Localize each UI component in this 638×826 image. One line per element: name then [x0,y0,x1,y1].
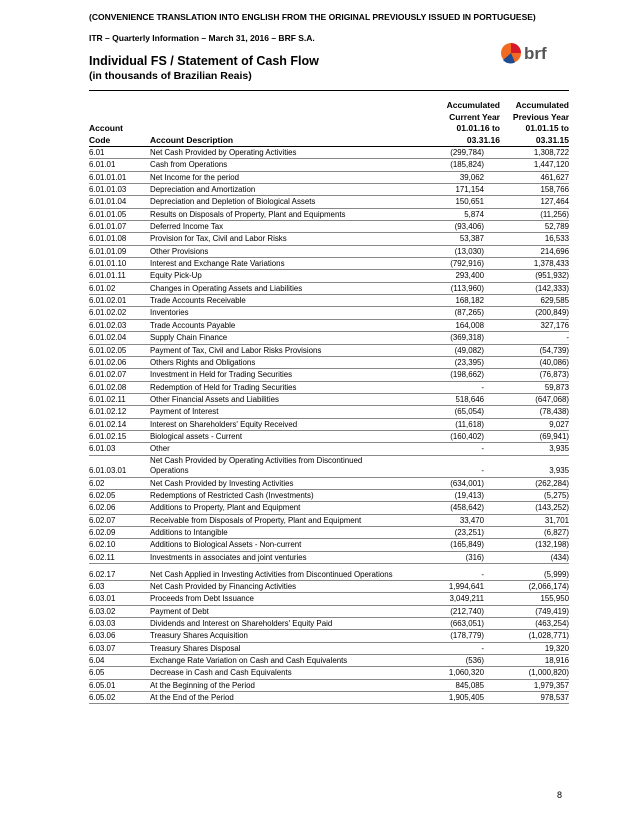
previous-year-value: 214,696 [540,246,569,256]
previous-year-value: 158,766 [540,185,569,195]
previous-year-header-line1: Accumulated [515,100,569,110]
current-year-value: (792,916) [450,259,484,269]
previous-year-header-line4: 03.31.15 [535,134,569,145]
account-code: 6.01.03.01 [89,466,127,476]
account-code: 6.03.03 [89,619,116,629]
account-code: 6.03.02 [89,606,116,616]
account-code: 6.02.17 [89,569,116,579]
current-year-value: (87,265) [454,308,484,318]
account-code: 6.01.01.03 [89,185,127,195]
table-row [89,270,569,282]
table-row [89,581,569,593]
previous-year-value: (262,284) [535,478,569,488]
table-row [89,246,569,258]
current-year-value: - [481,444,484,454]
account-description: Equity Pick-Up [150,271,202,281]
table-row [89,618,569,630]
account-code: 6.01.01.01 [89,172,127,182]
current-year-value: 293,400 [455,271,484,281]
previous-year-value: 31,701 [544,515,569,525]
table-row [89,630,569,642]
brf-logo [500,36,552,72]
current-year-value: - [481,569,484,579]
previous-year-value: - [566,333,569,343]
previous-year-value: (647,068) [535,394,569,404]
previous-year-value: (11,256) [540,209,569,219]
current-year-value: 845,085 [455,680,484,690]
table-row [89,419,569,431]
table-row [89,196,569,208]
account-description: Other Financial Assets and Liabilities [150,394,279,404]
current-year-value: (458,642) [450,503,484,513]
table-row [89,593,569,605]
table-row [89,221,569,233]
table-row [89,655,569,667]
table-row [89,209,569,221]
account-description: Redemptions of Restricted Cash (Investments) [150,490,314,500]
current-year-value: (178,779) [450,631,484,641]
brf-logo-mark-red [511,43,521,53]
account-code: 6.05.02 [89,693,116,703]
current-year-value: (160,402) [450,431,484,441]
account-code: 6.01.02.02 [89,308,127,318]
previous-year-value: (2,066,174) [528,582,569,591]
current-year-header-line2: Current Year [449,111,500,122]
account-code: 6.05 [89,668,105,678]
account-description: Depreciation and Depletion of Biological Assets [150,197,316,207]
table-row [89,406,569,418]
account-code: 6.01.01.04 [89,197,127,207]
current-year-value: 39,062 [459,172,484,182]
previous-year-value: 1,308,722 [533,148,569,157]
previous-year-value: 59,873 [544,382,569,392]
account-code: 6.01.02.12 [89,407,127,417]
account-code: 6.01.01.11 [89,271,126,281]
current-year-value: (93,406) [454,222,484,232]
column-header-account-line1: Account [89,123,123,133]
account-code: 6.01.02.08 [89,382,127,392]
account-code: 6.02 [89,478,105,488]
previous-year-value: (5,275) [543,490,569,500]
account-code: 6.01.02.07 [89,370,127,380]
account-description: Net Cash Provided by Investing Activities [150,478,294,488]
current-year-value: 150,651 [455,197,484,207]
table-row [89,502,569,514]
account-code: 6.01.02.11 [89,394,126,404]
account-description: At the End of the Period [150,693,234,703]
current-year-value: 53,387 [459,234,484,244]
account-description: Interest on Shareholders' Equity Received [150,419,298,429]
previous-year-value: (749,419) [535,606,569,616]
table-row [89,680,569,692]
convenience-translation-note: (CONVENIENCE TRANSLATION INTO ENGLISH FROM THE ORIGINAL PREVIOUSLY ISSUED IN PORTUGUESE) [89,12,536,22]
previous-year-value: (434) [550,552,569,562]
account-code: 6.01.02.03 [89,320,127,330]
brf-logo-wordmark: brf [524,44,547,63]
page-subtitle: (in thousands of Brazilian Reais) [89,70,252,82]
current-year-value: 1,905,405 [448,693,484,703]
account-code: 6.01.01.10 [89,259,127,269]
account-description: Net Cash Provided by Operating Activities [150,148,297,157]
column-header-account-code [89,123,123,146]
table-row [89,490,569,502]
previous-year-value: 1,447,120 [533,160,569,170]
previous-year-value: (951,932) [535,271,569,281]
table-row [89,258,569,270]
account-code: 6.03 [89,582,105,591]
account-description: Provision for Tax, Civil and Labor Risks [150,234,287,244]
account-code: 6.04 [89,656,105,666]
previous-year-value: 1,378,433 [533,259,569,269]
account-description: Others Rights and Obligations [150,357,256,367]
current-year-value: 164,008 [455,320,484,330]
account-description: Cash from Operations [150,160,228,170]
table-row [89,431,569,443]
account-description: Net Cash Provided by Financing Activities [150,582,297,591]
table-row [89,443,569,455]
current-year-value: (185,824) [450,160,484,170]
current-year-value: 518,646 [455,394,484,404]
account-description: At the Beginning of the Period [150,680,255,690]
previous-year-value: 3,935 [549,444,569,454]
account-code: 6.01.02.05 [89,345,127,355]
table-row [89,527,569,539]
account-description: Other [150,444,170,454]
page-number: 8 [557,790,563,800]
previous-year-value: (142,333) [535,283,569,293]
account-code: 6.01.02.14 [89,419,127,429]
previous-year-value: (6,827) [543,527,569,537]
account-description: Supply Chain Finance [150,333,228,343]
account-description: Payment of Debt [150,606,209,616]
account-code: 6.01.02 [89,283,116,293]
current-year-value: (634,001) [450,478,484,488]
table-row [89,159,569,171]
current-year-value: 3,049,211 [449,594,484,604]
current-year-value: - [481,466,484,476]
previous-year-value: 461,627 [540,172,569,182]
previous-year-value: (54,739) [539,345,569,355]
current-year-value: (65,054) [454,407,484,417]
current-year-value: 1,060,320 [448,668,484,678]
table-row [89,552,569,564]
current-year-value: (165,849) [450,540,484,550]
previous-year-value: (143,252) [535,503,569,513]
previous-year-value: 327,176 [540,320,569,330]
account-description: Interest and Exchange Rate Variations [150,259,285,269]
previous-year-header-line3: 01.01.15 to [525,123,569,133]
account-description: Treasury Shares Acquisition [150,631,248,641]
account-description: Additions to Biological Assets - Non-current [150,540,302,550]
account-code: 6.01.01.08 [89,234,127,244]
account-description: Deferred Income Tax [150,222,224,232]
account-description: Payment of Tax, Civil and Labor Risks Provisions [150,345,322,355]
previous-year-value: (132,198) [535,540,569,550]
account-description: Payment of Interest [150,407,219,417]
current-year-value: (19,413) [454,490,484,500]
account-description: Net Income for the period [150,172,240,182]
table-row [89,147,569,159]
current-year-value: (299,784) [450,148,484,157]
account-code: 6.02.10 [89,540,116,550]
cash-flow-table-body [89,147,569,704]
table-row [89,382,569,394]
previous-year-value: 9,027 [549,419,569,429]
table-row [89,357,569,369]
account-code: 6.01.02.06 [89,357,127,367]
previous-year-value: 155,950 [540,594,569,604]
column-header-previous-year [500,100,569,146]
current-year-header-line4: 03.31.16 [466,134,500,145]
current-year-value: (536) [465,656,484,666]
table-row [89,478,569,490]
account-code: 6.03.01 [89,594,116,604]
current-year-value: (13,030) [454,246,484,256]
current-year-value: 5,874 [464,209,484,219]
page-title: Individual FS / Statement of Cash Flow [89,54,319,68]
previous-year-value: (1,028,771) [528,631,569,641]
account-description: Investments in associates and joint venturies [150,552,307,562]
account-description: Depreciation and Amortization [150,185,256,195]
table-row [89,345,569,357]
account-description: Inventories [150,308,189,318]
account-code: 6.02.11 [89,552,115,562]
previous-year-header-line2: Previous Year [512,111,569,122]
column-header-code-line2: Code [89,134,111,145]
previous-year-value: (76,873) [539,370,569,380]
account-description: Proceeds from Debt Issuance [150,594,254,604]
current-year-header-line3: 01.01.16 to [456,123,500,133]
account-description: Redemption of Held for Trading Securities [150,382,297,392]
current-year-value: (663,051) [450,619,484,629]
current-year-value: (198,662) [450,370,484,380]
previous-year-value: (463,254) [535,619,569,629]
previous-year-value: (1,000,820) [528,668,569,678]
table-row [89,643,569,655]
account-description: Net Cash Applied in Investing Activities from Discontinued Operations [150,569,393,579]
current-year-value: 1,994,641 [448,582,484,591]
account-code: 6.01.01.09 [89,246,127,256]
table-row [89,233,569,245]
table-row [89,456,569,478]
account-description: Changes in Operating Assets and Liabilities [150,283,303,293]
previous-year-value: (200,849) [535,308,569,318]
current-year-value: (23,251) [454,527,484,537]
previous-year-value: 3,935 [549,466,569,476]
column-header-description: Account Description [150,134,234,145]
account-description: Treasury Shares Disposal [150,643,241,653]
account-code: 6.01.01 [89,160,116,170]
table-row [89,606,569,618]
previous-year-value: 127,464 [540,197,569,207]
previous-year-value: 629,585 [540,296,569,306]
table-row [89,295,569,307]
table-row [89,172,569,184]
table-row [89,184,569,196]
current-year-value: (316) [465,552,484,562]
account-description: Results on Disposals of Property, Plant and Equipments [150,209,346,219]
account-code: 6.05.01 [89,680,116,690]
account-code: 6.01.02.04 [89,333,127,343]
account-description: Additions to Property, Plant and Equipment [150,503,301,513]
current-year-value: (113,960) [450,283,484,293]
current-year-value: (23,395) [454,357,484,367]
previous-year-value: 52,789 [544,222,569,232]
current-year-value: - [481,643,484,653]
table-row [89,320,569,332]
account-code: 6.02.06 [89,503,116,513]
previous-year-value: 978,537 [540,693,569,703]
account-description-line2: Operations [150,465,189,475]
account-code: 6.01.01.05 [89,209,127,219]
table-row [89,564,569,581]
table-row [89,307,569,319]
header-divider [89,90,569,91]
table-row [89,667,569,679]
table-row [89,369,569,381]
account-description: Dividends and Interest on Shareholders' Equity Paid [150,619,333,629]
account-code: 6.02.05 [89,490,116,500]
table-row [89,539,569,551]
previous-year-value: (78,438) [539,407,569,417]
table-row [89,394,569,406]
account-code: 6.01.02.15 [89,431,127,441]
current-year-value: (11,618) [455,419,484,429]
account-code: 6.03.06 [89,631,116,641]
previous-year-value: 19,320 [544,643,569,653]
account-code: 6.03.07 [89,643,116,653]
table-row [89,283,569,295]
table-row [89,692,569,704]
table-row [89,332,569,344]
account-description: Decrease in Cash and Cash Equivalents [150,668,292,678]
current-year-value: (49,082) [454,345,484,355]
current-year-header-line1: Accumulated [446,100,500,110]
account-description: Trade Accounts Receivable [150,296,246,306]
report-subheader: ITR – Quarterly Information – March 31, 2016 – BRF S.A. [89,33,315,43]
account-description: Exchange Rate Variation on Cash and Cash Equivalents [150,656,348,666]
current-year-value: 171,154 [455,185,484,195]
previous-year-value: (5,999) [543,569,569,579]
account-code: 6.01.01.07 [89,222,127,232]
account-description: Other Provisions [150,246,209,256]
current-year-value: (212,740) [450,606,484,616]
current-year-value: - [481,382,484,392]
previous-year-value: 16,533 [544,234,569,244]
account-description-line1: Net Cash Provided by Operating Activities from Discontinued [150,455,363,465]
account-code: 6.01.02.01 [89,296,127,306]
account-code: 6.02.07 [89,515,116,525]
column-header-current-year [420,100,500,146]
account-code: 6.01 [89,148,105,157]
current-year-value: (369,318) [450,333,484,343]
account-description: Investment in Held for Trading Securities [150,370,293,380]
account-description: Trade Accounts Payable [150,320,236,330]
account-code: 6.01.03 [89,444,116,454]
account-description: Biological assets - Current [150,431,243,441]
account-code: 6.02.09 [89,527,116,537]
account-description: Receivable from Disposals of Property, Plant and Equipment [150,515,362,525]
table-row [89,515,569,527]
previous-year-value: 1,979,357 [533,680,569,690]
current-year-value: 168,182 [455,296,484,306]
previous-year-value: (40,086) [539,357,569,367]
account-description: Additions to Intangible [150,527,228,537]
previous-year-value: 18,916 [544,656,569,666]
previous-year-value: (69,941) [539,431,569,441]
account-description [150,456,362,476]
current-year-value: 33,470 [459,515,484,525]
